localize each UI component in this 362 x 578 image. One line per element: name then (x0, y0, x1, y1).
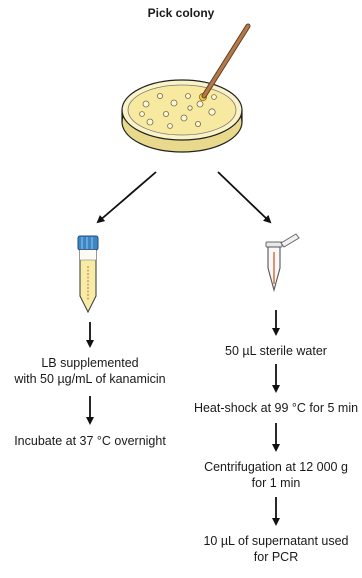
centrifugation-label (186, 459, 362, 491)
picking-stick-icon (204, 26, 248, 96)
sterile-water-label: 50 µL sterile water (225, 344, 327, 358)
arrow-to-pcr-tube (218, 172, 270, 222)
petri-dish-icon (122, 80, 242, 152)
centrifugation-line-1: Centrifugation at 12 000 g (204, 460, 348, 474)
supernatant-line-1: 10 µL of supernatant used (203, 534, 349, 548)
lb-medium-line-2: with 50 µg/mL of kanamicin (14, 372, 166, 386)
centrifugation-line-2: for 1 min (251, 476, 301, 490)
supernatant-line-2: for PCR (253, 550, 299, 564)
pcr-tube-icon (266, 234, 299, 290)
diagram-title: Pick colony (147, 6, 215, 20)
heat-shock-label: Heat-shock at 99 °C for 5 min (193, 401, 359, 415)
arrow-to-culture-tube (98, 172, 156, 222)
supernatant-label (186, 533, 362, 565)
lb-medium-label (0, 355, 180, 387)
incubate-label: Incubate at 37 °C overnight (14, 434, 166, 448)
culture-tube-icon (78, 236, 98, 312)
lb-medium-line-1: LB supplemented (41, 356, 139, 370)
